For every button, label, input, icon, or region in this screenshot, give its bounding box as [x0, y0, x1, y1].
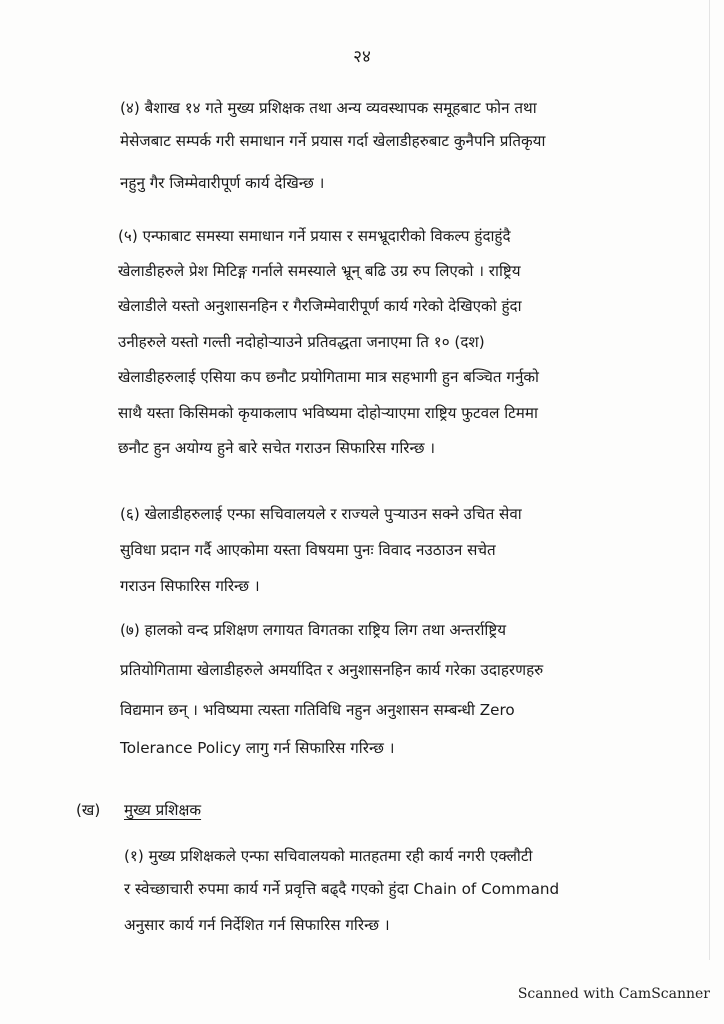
page-edge	[709, 0, 710, 960]
section-kha-title: मुख्य प्रशिक्षक	[124, 801, 202, 819]
paragraph-line: र स्वेच्छाचारी रुपमा कार्य गर्ने प्रवृत्ति बढ्दै गएको हुंदा Chain of Command	[124, 880, 560, 898]
paragraph-line: Tolerance Policy लागु गर्न सिफारिस गरिन्छ ।	[120, 739, 395, 757]
section-kha-label: (ख)	[76, 801, 101, 819]
paragraph-line: गराउन सिफारिस गरिन्छ ।	[120, 577, 260, 595]
paragraph-line: अनुसार कार्य गर्न निर्देशित गर्न सिफारिस गरिन्छ ।	[124, 916, 390, 934]
paragraph-line: नहुनु गैर जिम्मेवारीपूर्ण कार्य देखिन्छ ।	[120, 174, 325, 192]
paragraph-line: विद्यमान छन् । भविष्यमा त्यस्ता गतिविधि नहुन अनुशासन सम्बन्धी Zero	[120, 701, 515, 719]
paragraph-line: (७) हालको वन्द प्रशिक्षण लगायत विगतका राष्ट्रिय लिग तथा अन्तर्राष्ट्रिय	[120, 621, 507, 639]
paragraph-line: (४) बैशाख १४ गते मुख्य प्रशिक्षक तथा अन्य व्यवस्थापक समूहबाट फोन तथा	[120, 99, 537, 117]
paragraph-line: सुविधा प्रदान गर्दै आएकोमा यस्ता विषयमा पुनः विवाद नउठाउन सचेत	[120, 541, 496, 559]
paragraph-line: खेलाडीहरुलाई एसिया कप छनौट प्रयोगितामा मात्र सहभागी हुन बञ्चित गर्नुको	[118, 368, 539, 386]
paragraph-line: छनौट हुन अयोग्य हुने बारे सचेत गराउन सिफारिस गरिन्छ ।	[118, 439, 436, 457]
paragraph-line: प्रतियोगितामा खेलाडीहरुले अमर्यादित र अनुशासनहिन कार्य गरेका उदाहरणहरु	[120, 661, 544, 679]
scanner-watermark: Scanned with CamScanner	[517, 986, 710, 1002]
paragraph-line: मेसेजबाट सम्पर्क गरी समाधान गर्ने प्रयास गर्दा खेलाडीहरुबाट कुनैपनि प्रतिकृया	[120, 132, 546, 150]
paragraph-line: खेलाडीले यस्तो अनुशासनहिन र गैरजिम्मेवारीपूर्ण कार्य गरेको देखिएको हुंदा	[118, 297, 522, 315]
paragraph-line: साथै यस्ता किसिमको कृयाकलाप भविष्यमा दोहोऱ्याएमा राष्ट्रिय फुटवल टिममा	[118, 404, 538, 422]
page-number: २४	[353, 47, 371, 67]
paragraph-line: (५) एन्फाबाट समस्या समाधान गर्ने प्रयास र समभ्रूदारीको विकल्प हुंदाहुंदै	[118, 227, 511, 245]
paragraph-line: (१) मुख्य प्रशिक्षकले एन्फा सचिवालयको मातहतमा रही कार्य नगरी एक्लौटी	[124, 847, 533, 865]
paragraph-line: खेलाडीहरुले प्रेश मिटिङ्ग गर्नाले समस्याले भ्रून् बढि उग्र रुप लिएको । राष्ट्रिय	[118, 262, 521, 280]
paragraph-line: उनीहरुले यस्तो गल्ती नदोहोऱ्याउने प्रतिवद्धता जनाएमा ति १० (दश)	[118, 333, 485, 351]
paragraph-line: (६) खेलाडीहरुलाई एन्फा सचिवालयले र राज्यले पुऱ्याउन सक्ने उचित सेवा	[120, 505, 522, 523]
